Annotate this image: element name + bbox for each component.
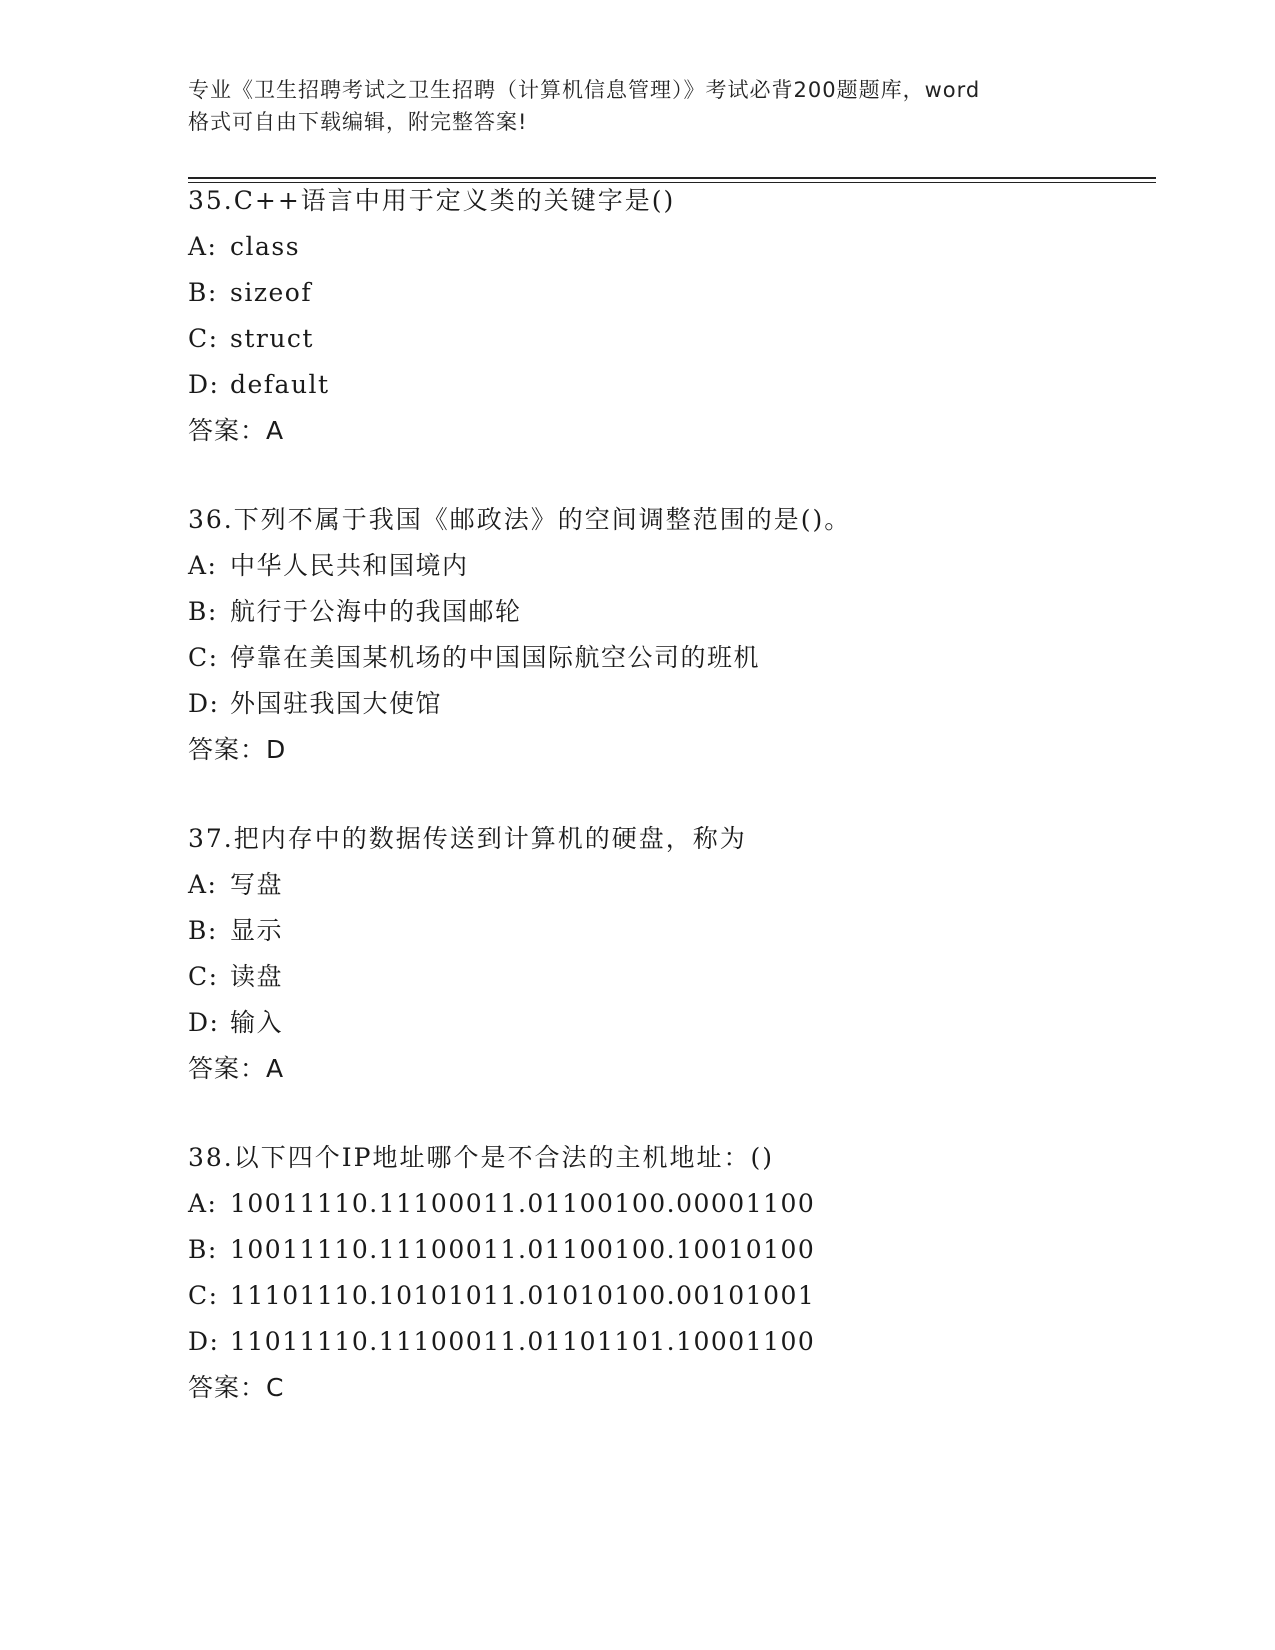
- option-text: 停靠在美国某机场的中国国际航空公司的班机: [230, 643, 761, 672]
- option-letter: C:: [188, 324, 219, 353]
- option-text: 10011110.11100011.01100100.00001100: [230, 1189, 816, 1218]
- option-text: 11011110.11100011.01101101.10001100: [230, 1327, 816, 1356]
- option-text: 显示: [230, 916, 284, 945]
- document-header: [188, 74, 1088, 138]
- question-37: [188, 816, 1148, 1092]
- option-letter: D:: [188, 689, 220, 718]
- option-d: [188, 1000, 1148, 1046]
- option-text: 外国驻我国大使馆: [230, 689, 443, 718]
- option-d: [188, 1319, 1148, 1365]
- option-letter: B:: [188, 1235, 218, 1264]
- option-d: [188, 681, 1148, 727]
- option-c: [188, 635, 1148, 681]
- answer-label: 答案：A: [188, 416, 285, 445]
- option-text: 中华人民共和国境内: [230, 551, 469, 580]
- question-stem: 38.以下四个IP地址哪个是不合法的主机地址：(): [188, 1143, 774, 1172]
- question-38: [188, 1135, 1148, 1411]
- option-text: 11101110.10101011.01010100.00101001: [230, 1281, 816, 1310]
- option-letter: A:: [188, 551, 218, 580]
- option-a: [188, 543, 1148, 589]
- option-letter: B:: [188, 916, 218, 945]
- header-line-2: 格式可自由下载编辑，附完整答案!: [188, 110, 528, 134]
- option-a: [188, 1181, 1148, 1227]
- option-a: [188, 224, 1148, 270]
- header-line-1: 专业《卫生招聘考试之卫生招聘（计算机信息管理）》考试必背200题题库，word: [188, 78, 981, 102]
- option-text: struct: [230, 324, 314, 353]
- answer-label: 答案：D: [188, 735, 287, 764]
- option-text: sizeof: [230, 278, 313, 307]
- option-letter: C:: [188, 643, 219, 672]
- option-text: 输入: [230, 1008, 284, 1037]
- option-c: [188, 316, 1148, 362]
- option-c: [188, 954, 1148, 1000]
- answer-label: 答案：C: [188, 1373, 285, 1402]
- option-letter: B:: [188, 597, 218, 626]
- option-text: 航行于公海中的我国邮轮: [230, 597, 522, 626]
- option-a: [188, 862, 1148, 908]
- option-letter: B:: [188, 278, 218, 307]
- option-letter: D:: [188, 1008, 220, 1037]
- option-b: [188, 908, 1148, 954]
- option-letter: A:: [188, 232, 218, 261]
- option-d: [188, 362, 1148, 408]
- question-stem: 36.下列不属于我国《邮政法》的空间调整范围的是()。: [188, 505, 852, 534]
- option-b: [188, 270, 1148, 316]
- question-stem: 35.C++语言中用于定义类的关键字是(): [188, 186, 676, 215]
- option-letter: A:: [188, 870, 218, 899]
- option-letter: D:: [188, 370, 220, 399]
- option-letter: C:: [188, 962, 219, 991]
- option-text: default: [230, 370, 330, 399]
- option-letter: D:: [188, 1327, 220, 1356]
- question-35: [188, 178, 1148, 454]
- question-36: [188, 497, 1148, 773]
- option-letter: A:: [188, 1189, 218, 1218]
- option-c: [188, 1273, 1148, 1319]
- option-b: [188, 589, 1148, 635]
- option-text: 10011110.11100011.01100100.10010100: [230, 1235, 816, 1264]
- option-text: 写盘: [230, 870, 284, 899]
- option-letter: C:: [188, 1281, 219, 1310]
- option-text: class: [230, 232, 301, 261]
- option-b: [188, 1227, 1148, 1273]
- question-stem: 37.把内存中的数据传送到计算机的硬盘，称为: [188, 824, 747, 853]
- option-text: 读盘: [230, 962, 284, 991]
- answer-label: 答案：A: [188, 1054, 285, 1083]
